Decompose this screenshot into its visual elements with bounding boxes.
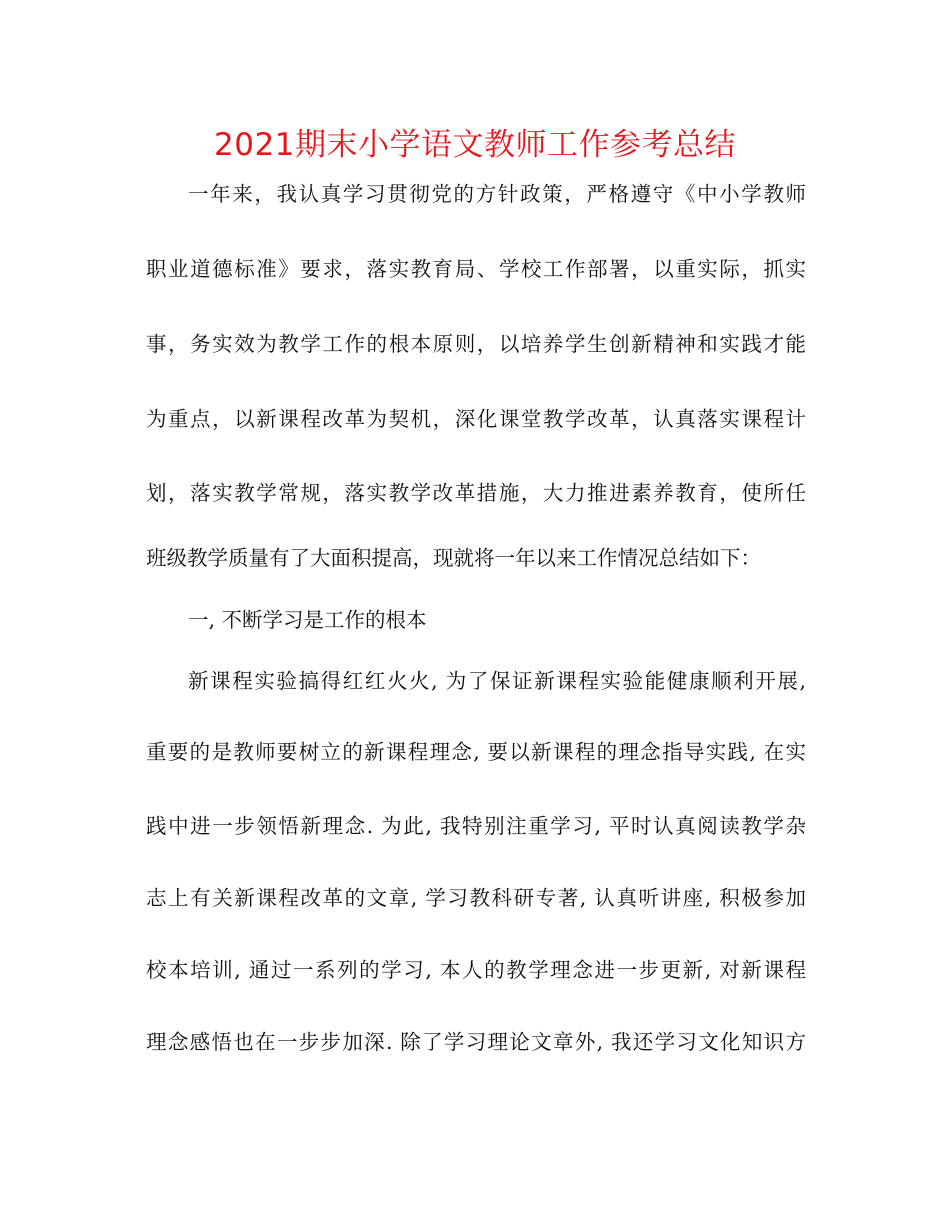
paragraph-line: 重要的是教师要树立的新课程理念, 要以新课程的理念指导实践, 在实 (146, 740, 806, 764)
paragraph-line: 志上有关新课程改革的文章, 学习教科研专著, 认真听讲座, 积极参加 (146, 886, 806, 910)
paragraph-line: 一年来，我认真学习贯彻党的方针政策，严格遵守《中小学教师 (188, 182, 806, 206)
paragraph-line: 职业道德标准》要求，落实教育局、学校工作部署，以重实际，抓实 (146, 257, 806, 281)
paragraph-line: 为重点，以新课程改革为契机，深化课堂教学改革，认真落实课程计 (146, 407, 806, 431)
paragraph-line: 新课程实验搞得红红火火, 为了保证新课程实验能健康顺利开展, (188, 669, 806, 693)
paragraph-line: 校本培训, 通过一系列的学习, 本人的教学理念进一步更新, 对新课程 (146, 958, 806, 982)
paragraph-line: 践中进一步领悟新理念. 为此, 我特别注重学习, 平时认真阅读教学杂 (146, 814, 806, 838)
paragraph-line: 事，务实效为教学工作的根本原则，以培养学生创新精神和实践才能 (146, 332, 806, 356)
paragraph-line: 理念感悟也在一步步加深. 除了学习理论文章外, 我还学习文化知识方 (146, 1030, 806, 1054)
section-heading: 一, 不断学习是工作的根本 (188, 608, 427, 632)
paragraph-line: 班级教学质量有了大面积提高，现就将一年以来工作情况总结如下： (146, 546, 761, 570)
document-title: 2021期末小学语文教师工作参考总结 (214, 127, 736, 163)
paragraph-line: 划，落实教学常规，落实教学改革措施，大力推进素养教育，使所任 (146, 481, 806, 505)
